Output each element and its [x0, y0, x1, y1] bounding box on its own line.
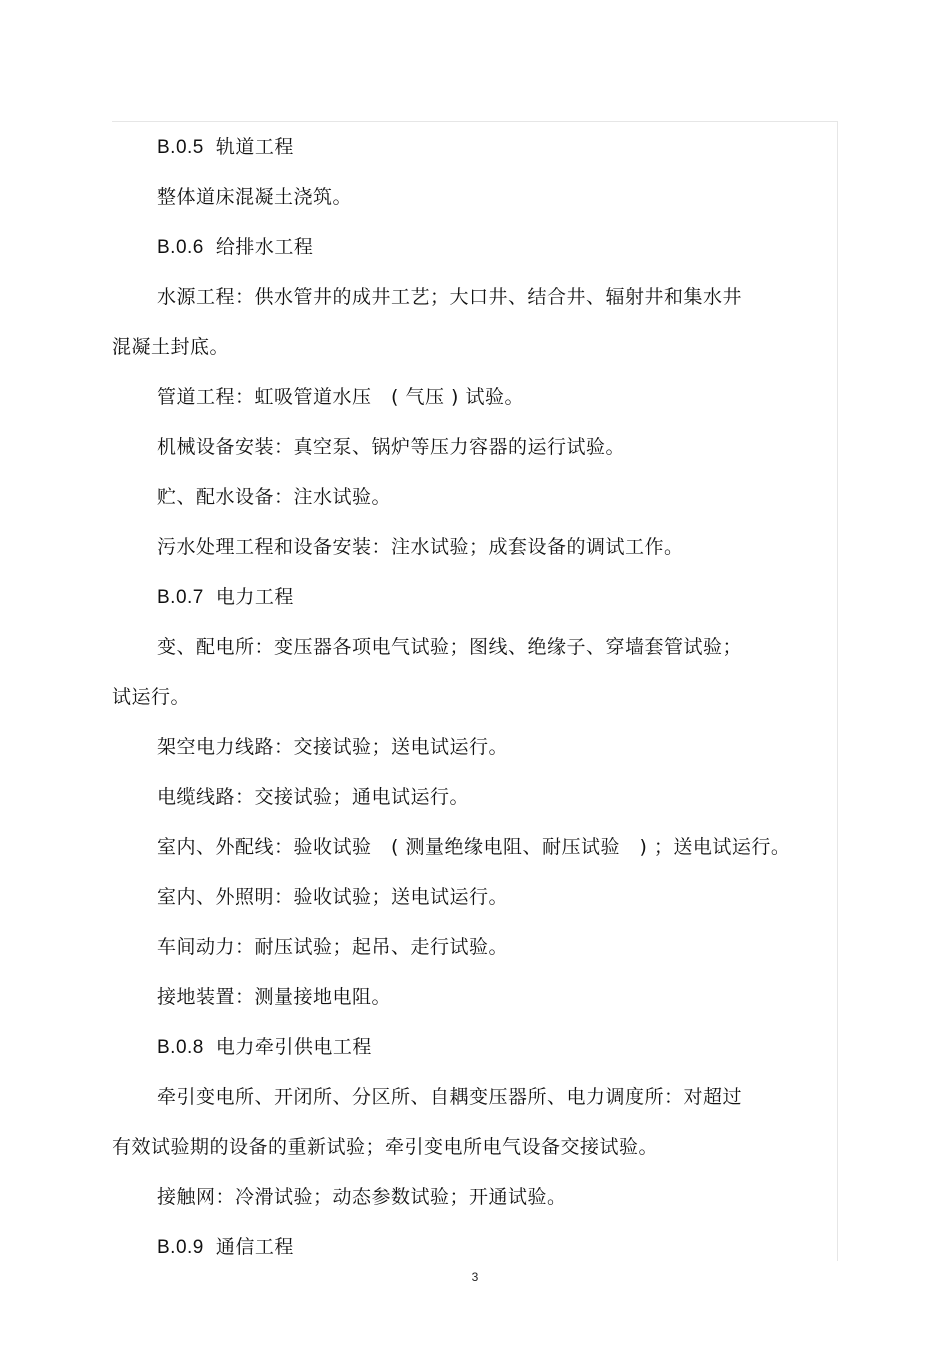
section-heading-b07: B.0.7 电力工程	[157, 586, 294, 608]
page-number: 3	[471, 1270, 479, 1284]
paragraph-continuation: 试运行。	[112, 686, 191, 708]
paragraph: 管道工程：虹吸管道水压 ( 气压 ) 试验。	[157, 386, 524, 408]
section-heading-b08: B.0.8 电力牵引供电工程	[157, 1036, 372, 1058]
paragraph: 变、配电所：变压器各项电气试验；图线、绝缘子、穿墙套管试验；	[157, 636, 743, 658]
paragraph: 水源工程：供水管井的成井工艺；大口井、结合井、辐射井和集水井	[157, 286, 743, 308]
paragraph: 室内、外照明：验收试验；送电试运行。	[157, 886, 509, 908]
paragraph: 贮、配水设备：注水试验。	[157, 486, 392, 508]
document-body	[112, 122, 832, 1272]
paragraph: 电缆线路：交接试验；通电试运行。	[157, 786, 470, 808]
paragraph-continuation: 有效试验期的设备的重新试验；牵引变电所电气设备交接试验。	[112, 1136, 659, 1158]
paragraph-continuation: 混凝土封底。	[112, 336, 230, 358]
paragraph: 车间动力：耐压试验；起吊、走行试验。	[157, 936, 509, 958]
paragraph: 接地装置：测量接地电阻。	[157, 986, 392, 1008]
section-heading-b06: B.0.6 给排水工程	[157, 236, 314, 258]
section-heading-b05: B.0.5 轨道工程	[157, 136, 294, 158]
paragraph: 机械设备安装：真空泵、锅炉等压力容器的运行试验。	[157, 436, 626, 458]
paragraph: 污水处理工程和设备安装：注水试验；成套设备的调试工作。	[157, 536, 684, 558]
paragraph: 接触网：冷滑试验；动态参数试验；开通试验。	[157, 1186, 567, 1208]
paragraph: 架空电力线路：交接试验；送电试运行。	[157, 736, 509, 758]
paragraph: 整体道床混凝土浇筑。	[157, 186, 353, 208]
section-heading-b09: B.0.9 通信工程	[157, 1236, 294, 1258]
paragraph: 牵引变电所、开闭所、分区所、自耦变压器所、电力调度所：对超过	[157, 1086, 743, 1108]
paragraph: 室内、外配线：验收试验 ( 测量绝缘电阻、耐压试验 ) ；送电试运行。	[157, 836, 791, 858]
